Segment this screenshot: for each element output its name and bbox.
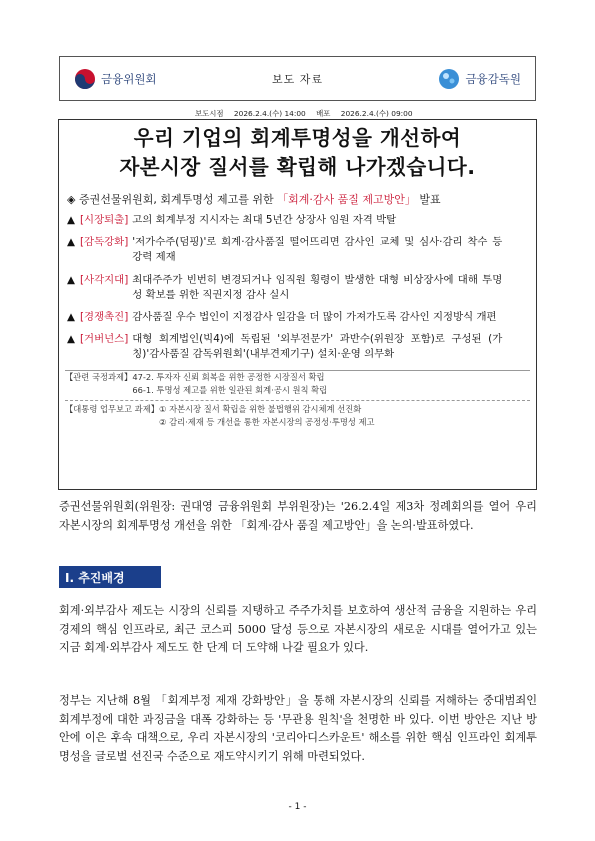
triangle-bullet-icon: ▲ (67, 333, 75, 346)
background-paragraph-1: 회계·외부감사 제도는 시장의 신뢰를 지탱하고 주주가치를 보호하여 생산적 금융을 지원하는 우리 경제의 핵심 인프라로, 최근 코스피 5000 달성 등으로 자본시장의 새로운 시대를 열어가고 있는 지금 회계·외부감사 제도도 한 단계 더 도약해 나갈 필요가 있다. (59, 604, 537, 655)
headline-line2: 자본시장 질서를 확립해 나가겠습니다. (119, 155, 476, 179)
triangle-bullet-icon: ▲ (67, 273, 75, 286)
triangle-bullet-icon: ▲ (67, 311, 75, 324)
dist-label: 배포 (316, 109, 331, 118)
divider (65, 400, 530, 401)
presidential-task-item: ① 자본시장 질서 확립을 위한 불법행위 감시체계 선진화 (159, 403, 362, 414)
point-text: 최대주주가 빈번히 변경되거나 임직원 횡령이 발생한 대형 비상장사에 대해 투명성 확보를 위한 직권지정 감사 실시 (132, 273, 503, 301)
headline (59, 124, 536, 182)
key-points (59, 213, 536, 363)
point-item (59, 310, 536, 325)
point-tag: [시장퇴출] (80, 214, 129, 226)
summary-box (58, 119, 537, 490)
summary-before: 증권선물위원회, 회계투명성 제고를 위한 (78, 193, 274, 206)
fss-globe-icon (438, 68, 460, 90)
point-item (59, 213, 536, 228)
intro-paragraph: 증권선물위원회(위원장: 권대영 금융위원회 부위원장)는 '26.2.4일 제3차 정례회의를 열어 우리 자본시장의 회계투명성 개선을 위한 「회계·감사 품질 제고방안」을 논의·발표하였다. (59, 500, 537, 532)
point-text: 감사품질 우수 법인이 지정감사 일감을 더 많이 가져가도록 감사인 지정방식 개편 (132, 311, 497, 324)
point-tag: [감독강화] (80, 236, 129, 249)
point-tag: [거버넌스] (80, 333, 129, 346)
headline-line1: 우리 기업의 회계투명성을 개선하여 (133, 126, 462, 150)
presidential-tasks-row (65, 403, 530, 430)
section-heading: Ⅰ. 추진배경 (59, 566, 161, 588)
triangle-bullet-icon: ▲ (67, 214, 75, 226)
header-title: 보도 자료 (271, 72, 323, 86)
diamond-bullet-icon: ◈ (67, 193, 76, 206)
fss-logo (438, 68, 521, 90)
summary-after: 발표 (419, 193, 441, 206)
right-org-name: 금융감독원 (465, 71, 521, 86)
point-item (59, 235, 536, 265)
release-dates (195, 108, 421, 119)
point-item (59, 332, 536, 362)
page-number: - 1 - (288, 802, 307, 812)
release-value: 2026.2.4.(수) 14:00 (233, 109, 306, 118)
point-item (59, 273, 536, 303)
summary-line (67, 191, 536, 207)
presidential-tasks-label: 【대통령 업무보고 과제】 (65, 403, 160, 414)
national-task-item: 47-2. 투자자 신뢰 회복을 위한 공정한 시장질서 확립 (132, 371, 325, 382)
fsc-logo (74, 68, 157, 90)
national-task-item: 66-1. 투명성 제고를 위한 일관된 회계·공시 원칙 확립 (132, 385, 328, 396)
triangle-bullet-icon: ▲ (67, 236, 75, 249)
point-text: 대형 회계법인(빅4)에 독립된 '외부전문가' 과반수(위원장 포함)로 구성된 (가칭)'감사품질 감독위원회'(내부견제기구) 설치·운영 의무화 (132, 333, 503, 361)
press-header (59, 56, 536, 101)
point-tag: [경쟁촉진] (80, 311, 129, 324)
national-tasks-row (65, 371, 530, 398)
taegeuk-icon (74, 68, 96, 90)
national-tasks-label: 【관련 국정과제】 (65, 371, 133, 382)
point-text: 고의 회계부정 지시자는 최대 5년간 상장사 임원 자격 박탈 (132, 214, 397, 226)
left-org-name: 금융위원회 (101, 71, 157, 86)
point-text: '저가수주(덤핑)'로 회계·감사품질 떨어뜨리면 감사인 교체 및 심사·감리 착수 등 강력 제재 (132, 236, 503, 264)
dist-value: 2026.2.4.(수) 09:00 (340, 109, 413, 118)
background-paragraph-2: 정부는 지난해 8월 「회계부정 제재 강화방안」을 통해 자본시장의 신뢰를 저해하는 중대범죄인 회계부정에 대한 과징금을 대폭 강화하는 등 '무관용 원칙'을 천명한 바 있다. 이번 방안은 지난 방안에 이은 후속 대책으로, 우리 자본시장의 '코리아디스카운트' 해소를 위한 핵심 인프라인 회계투명성을 글로벌 선진국 수준으로 재도약시키기 위해 마련되었다. (59, 694, 537, 763)
related-tasks (65, 370, 530, 430)
point-tag: [사각지대] (80, 273, 129, 286)
presidential-task-item: ② 감리·제재 등 개선을 통한 자본시장의 공정성·투명성 제고 (159, 417, 375, 428)
summary-highlight: 「회계·감사 품질 제고방안」 (277, 193, 416, 206)
release-label: 보도시점 (195, 109, 224, 118)
